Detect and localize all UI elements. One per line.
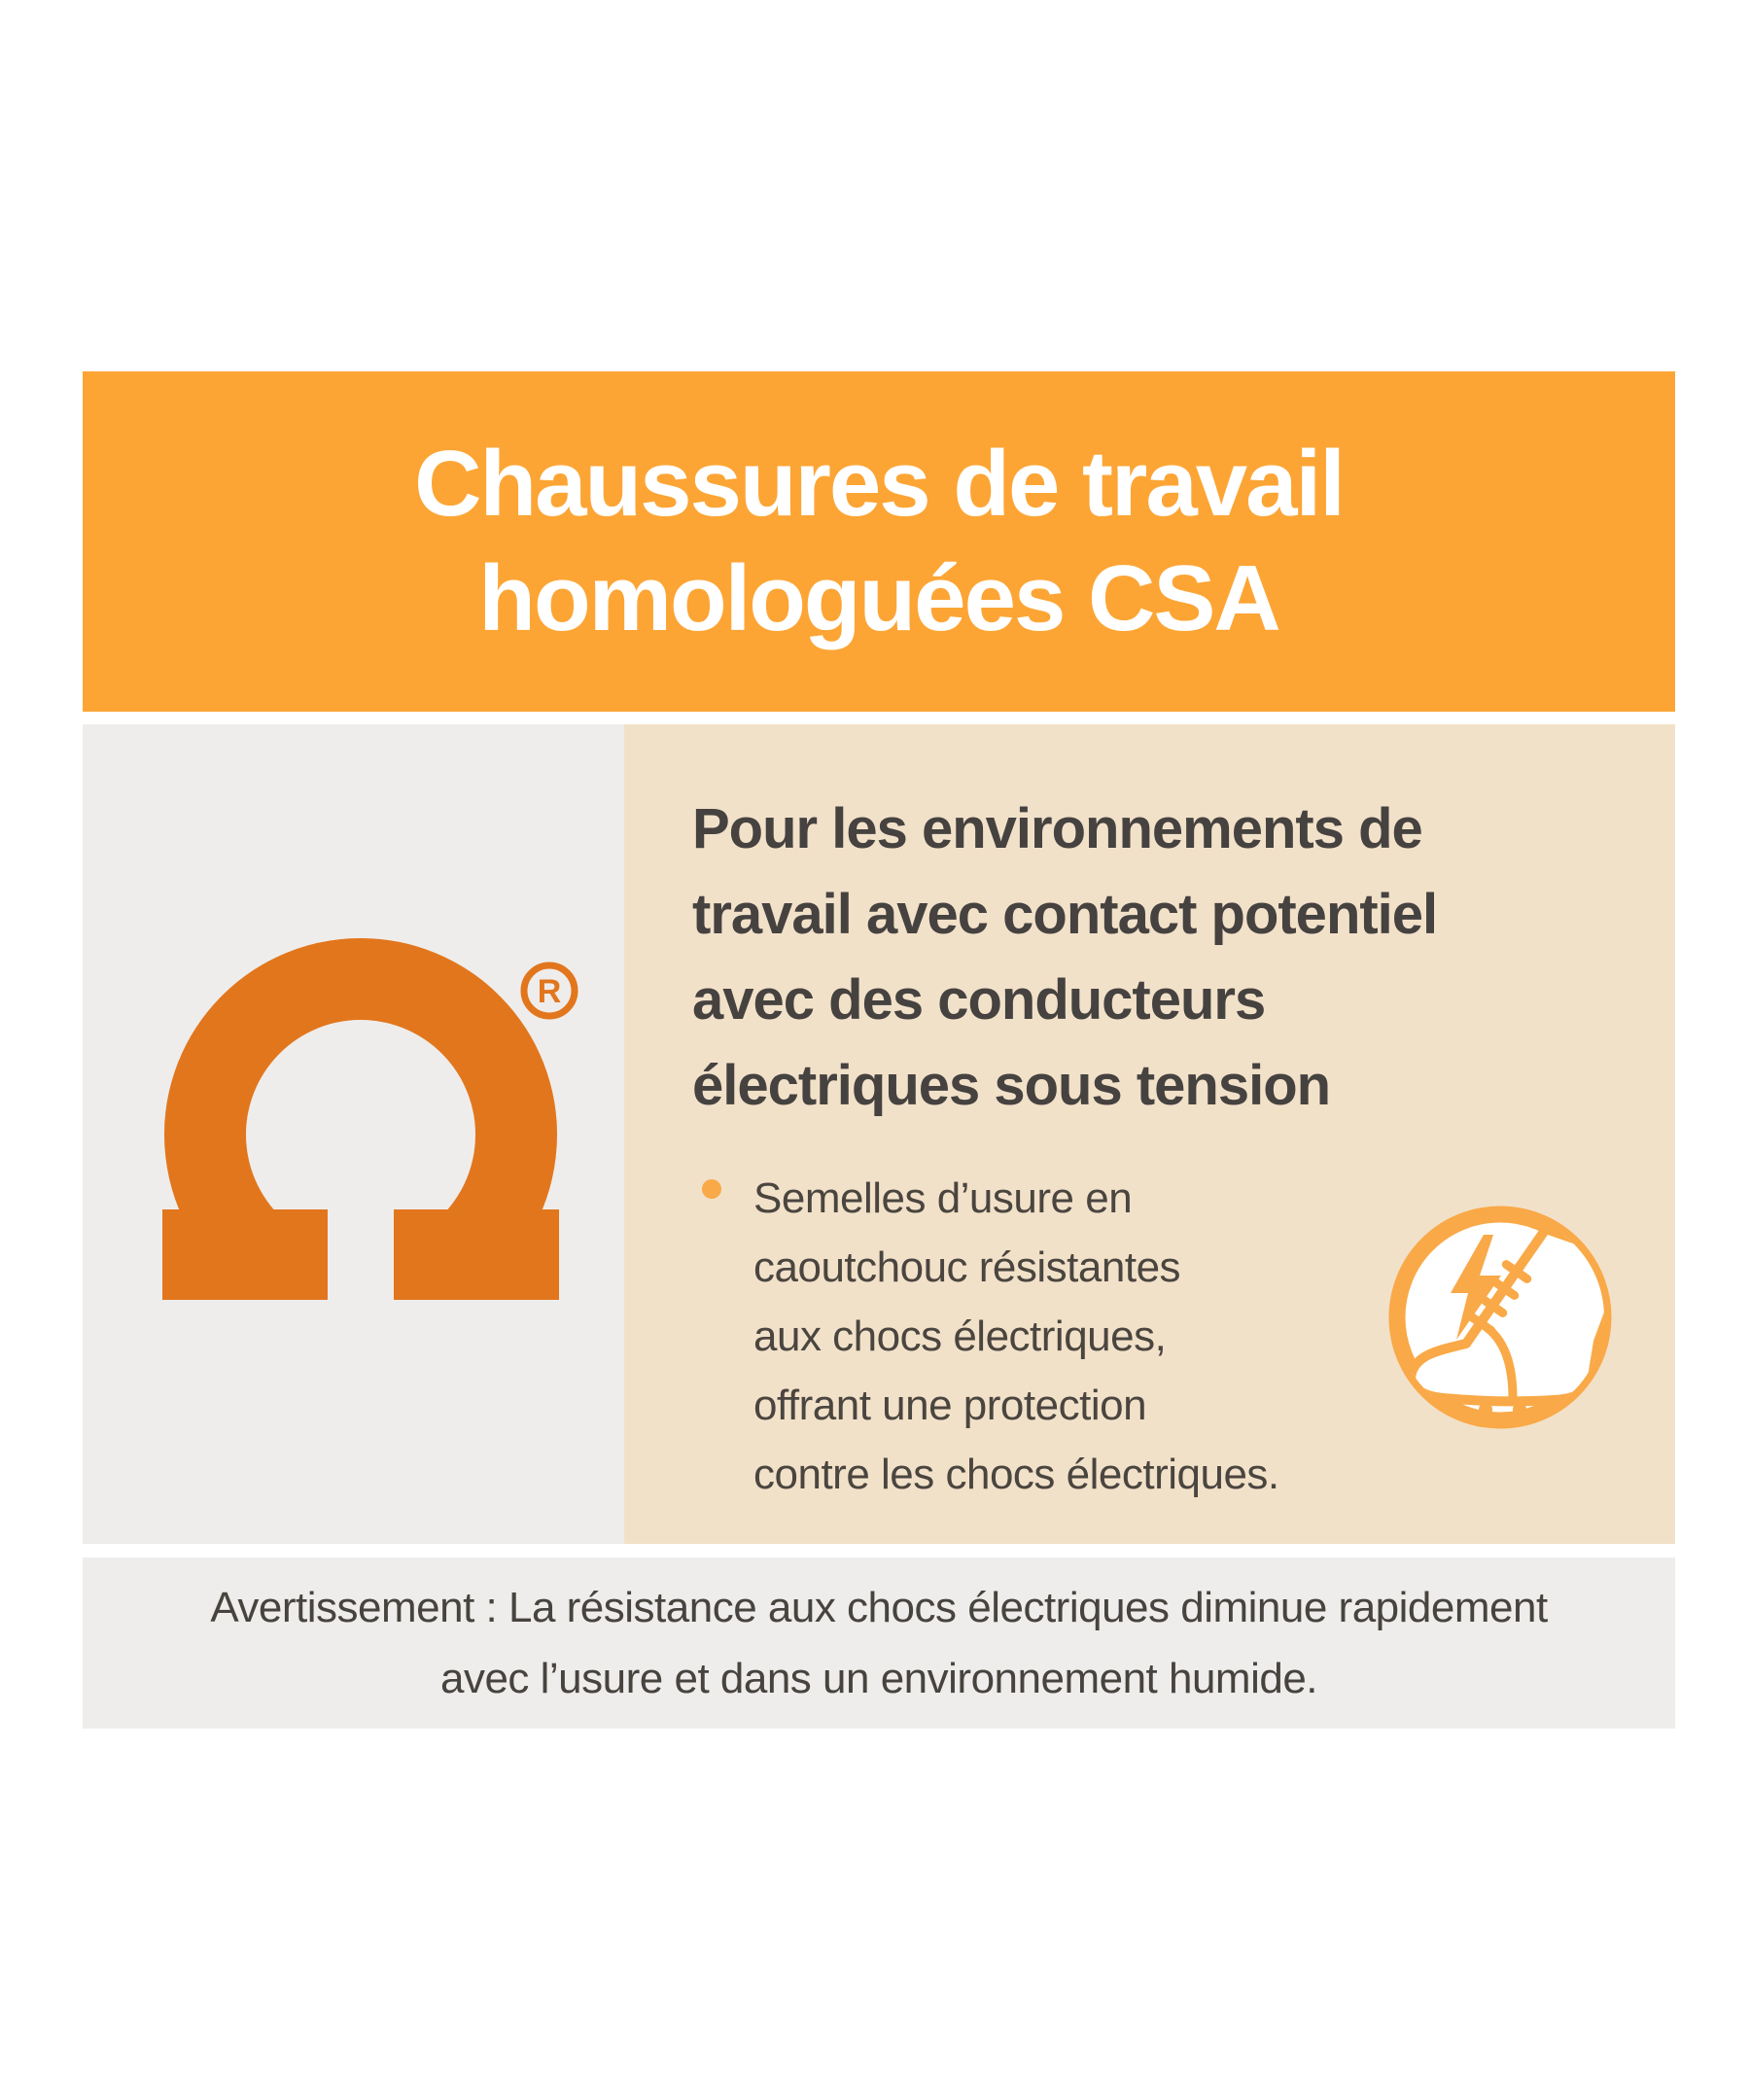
bullet-item xyxy=(702,1164,1279,1509)
page-title-line-1: Chaussures de travail xyxy=(414,432,1344,536)
omega-logo-panel xyxy=(83,724,624,1544)
bullet-line-3: aux chocs électriques, xyxy=(753,1312,1167,1360)
bullet-line-1: Semelles d’usure en xyxy=(753,1174,1133,1222)
warning-line-1: Avertissement : La résistance aux chocs électriques diminue rapidement xyxy=(210,1584,1548,1631)
info-heading-line-4: électriques sous tension xyxy=(692,1054,1331,1117)
bullet-line-2: caoutchouc résistantes xyxy=(753,1243,1181,1291)
bullet-text xyxy=(753,1164,1279,1509)
title-banner xyxy=(83,371,1675,712)
warning-line-2: avec l’usure et dans un environnement humide. xyxy=(439,1655,1318,1702)
bullet-line-5: contre les chocs électriques. xyxy=(753,1451,1279,1498)
omega-icon xyxy=(157,930,584,1305)
registered-mark: R xyxy=(537,973,562,1010)
warning-bar xyxy=(83,1558,1675,1729)
info-heading xyxy=(692,787,1437,1129)
info-heading-line-2: travail avec contact potentiel xyxy=(692,883,1438,946)
info-heading-line-1: Pour les environnements de xyxy=(692,797,1422,860)
bullet-line-4: offrant une protection xyxy=(753,1382,1147,1429)
page-title-line-2: homologuées CSA xyxy=(478,546,1279,650)
lightning-boot-icon xyxy=(1379,1196,1622,1439)
bullet-dot xyxy=(702,1179,721,1199)
info-panel xyxy=(624,724,1675,1544)
info-heading-line-3: avec des conducteurs xyxy=(692,968,1266,1032)
